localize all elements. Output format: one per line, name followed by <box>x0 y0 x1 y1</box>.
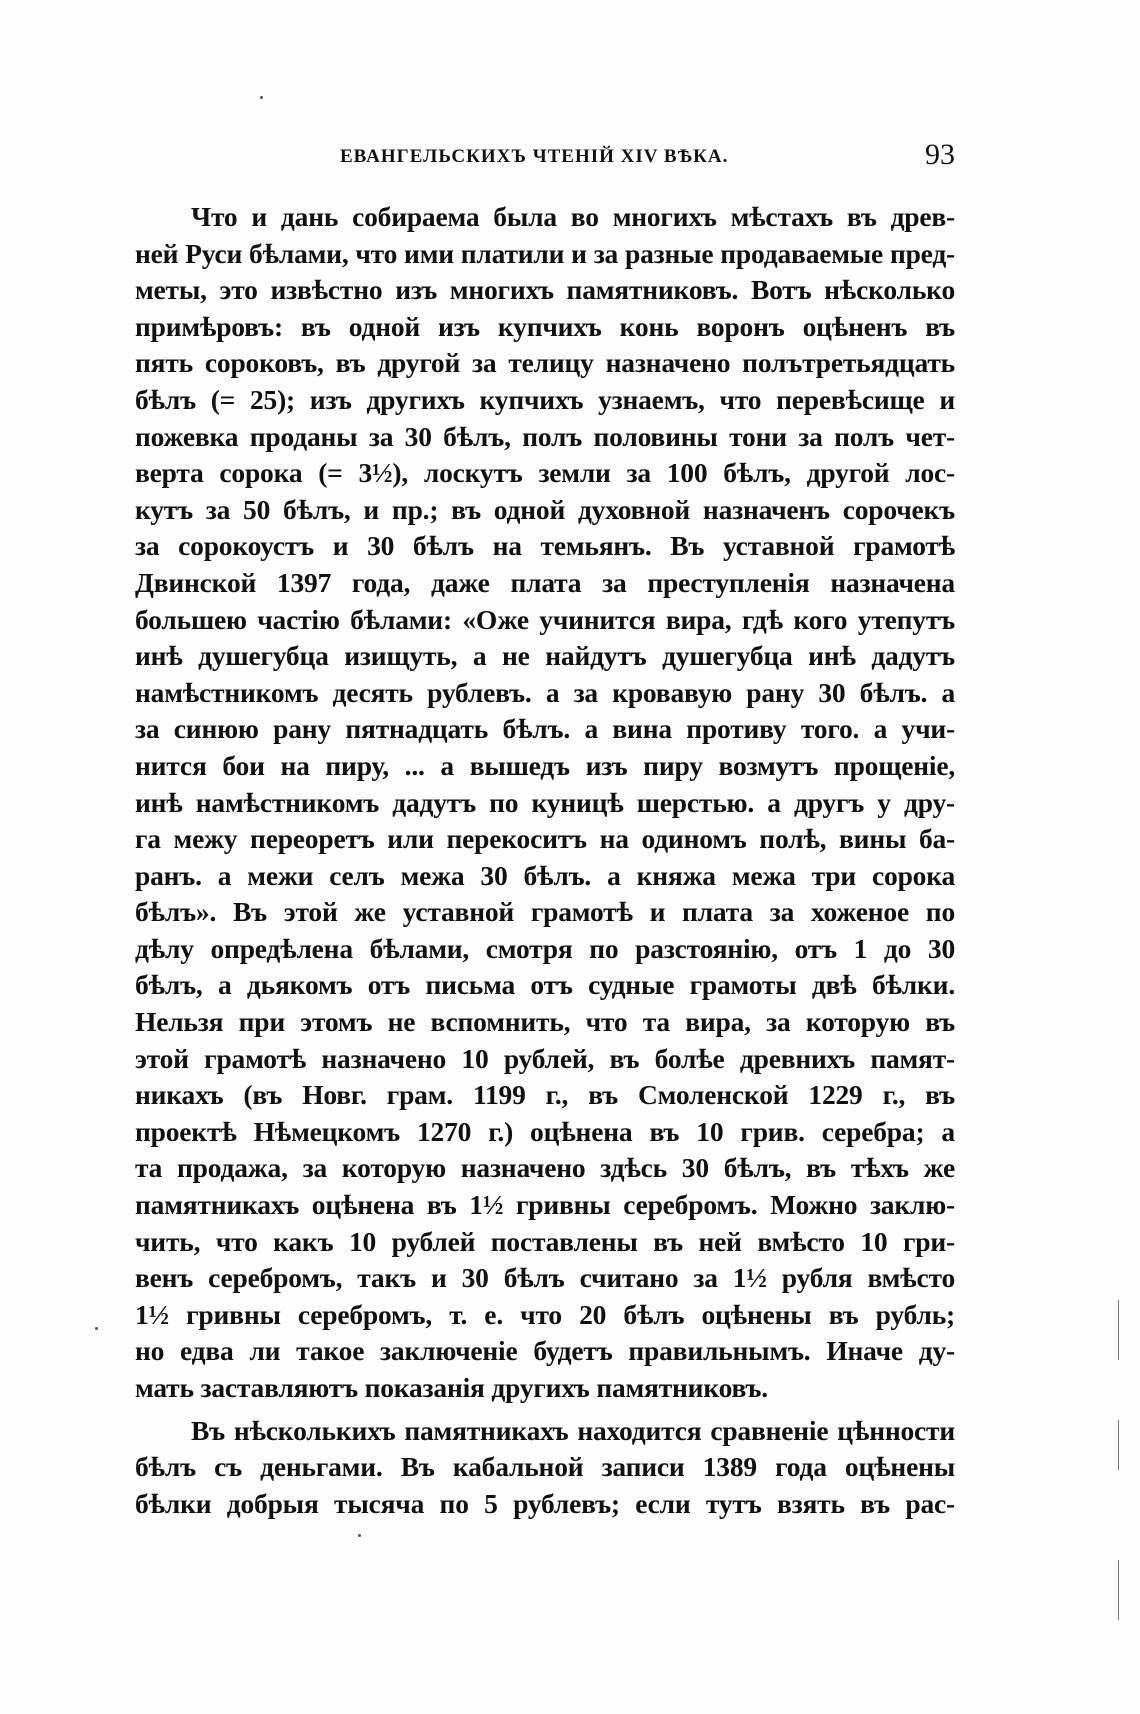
text-line: нится бои на пиру, ... а вышедъ изъ пиру возмутъ прощеніе, <box>135 749 955 781</box>
text-line: пять сороковъ, въ другой за телицу назначено полътретьядцать <box>135 347 955 379</box>
text-line: га межу переоретъ или перекоситъ на одиномъ полѣ, вины ба- <box>135 823 955 855</box>
text-line: пожевка проданы за 30 бѣлъ, полъ половины тони за полъ чет- <box>135 420 955 452</box>
paragraph <box>135 1413 955 1523</box>
text-line: та продажа, за которую назначено здѣсь 30 бѣлъ, въ тѣхъ же <box>135 1152 955 1184</box>
text-line: проектѣ Нѣмецкомъ 1270 г.) оцѣнена въ 10 грив. серебра; а <box>135 1115 955 1147</box>
text-line: чить, что какъ 10 рублей поставлены въ ней вмѣсто 10 гри- <box>135 1225 955 1257</box>
text-line: бѣлъ (= 25); изъ другихъ купчихъ узнаемъ, что перевѣсище и <box>135 383 955 415</box>
page-edge-mark <box>1118 1300 1119 1360</box>
text-line: но едва ли такое заключеніе будетъ правильнымъ. Иначе ду- <box>135 1335 955 1367</box>
text-line: ней Руси бѣлами, что ими платили и за разные продаваемые пред- <box>135 237 955 269</box>
text-line: инѣ намѣстникомъ дадутъ по куницѣ шерстью. а другъ у дру- <box>135 786 955 818</box>
page-edge-mark <box>1118 1560 1119 1620</box>
text-line: венъ серебромъ, такъ и 30 бѣлъ считано за 1½ рубля вмѣсто <box>135 1262 955 1294</box>
text-line: бѣлъ съ деньгами. Въ кабальной записи 1389 года оцѣнены <box>135 1451 955 1483</box>
text-line: этой грамотѣ назначено 10 рублей, въ болѣе древнихъ памят- <box>135 1042 955 1074</box>
text-line: Нельзя при этомъ не вспомнить, что та вира, за которую въ <box>135 1006 955 1038</box>
text-line: бѣлъ, а дьякомъ отъ письма отъ судные грамоты двѣ бѣлки. <box>135 969 955 1001</box>
scan-speck <box>95 1327 98 1330</box>
page-number: 93 <box>925 138 955 171</box>
text-line: намѣстникомъ десять рублевъ. а за кровавую рану 30 бѣлъ. а <box>135 676 955 708</box>
text-line: мать заставляютъ показанія другихъ памятниковъ. <box>135 1372 768 1403</box>
text-line: инѣ душегубца изищуть, а не найдутъ душегубца инѣ дадутъ <box>135 640 955 672</box>
text-line: большею частію бѣлами: «Оже учинится вира, гдѣ кого утепутъ <box>135 603 955 635</box>
scan-speck <box>358 1534 361 1537</box>
text-line: памятникахъ оцѣнена въ 1½ гривны серебромъ. Можно заклю- <box>135 1189 955 1221</box>
running-head: ЕВАНГЕЛЬСКИХЪ ЧТЕНІЙ XIV ВѢКА. <box>340 146 729 167</box>
page-edge-mark <box>1118 1420 1119 1470</box>
text-line: верта сорока (= 3½), лоскутъ земли за 100 бѣлъ, другой лос- <box>135 457 955 489</box>
text-line: никахъ (въ Новг. грам. 1199 г., въ Смоленской 1229 г., въ <box>135 1079 955 1111</box>
text-line: Что и дань собираема была во многихъ мѣстахъ въ древ- <box>191 201 955 232</box>
scan-speck <box>260 96 263 99</box>
text-line: меты, это извѣстно изъ многихъ памятниковъ. Вотъ нѣсколько <box>135 274 955 306</box>
text-line: Въ нѣсколькихъ памятникахъ находится сравненіе цѣнности <box>191 1414 955 1446</box>
text-line: за синюю рану пятнадцать бѣлъ. а вина противу того. а учи- <box>135 713 955 745</box>
text-line: за сорокоустъ и 30 бѣлъ на темьянъ. Въ уставной грамотѣ <box>135 530 955 562</box>
text-line: кутъ за 50 бѣлъ, и пр.; въ одной духовной назначенъ сорочекъ <box>135 493 955 525</box>
text-line: ранъ. а межи селъ межа 30 бѣлъ. а княжа межа три сорока <box>135 859 955 891</box>
page-header <box>135 140 955 180</box>
text-line: дѣлу опредѣлена бѣлами, смотря по разстоянію, отъ 1 до 30 <box>135 932 955 964</box>
body-text <box>135 199 955 1522</box>
text-line: бѣлъ». Въ этой же уставной грамотѣ и плата за хоженое по <box>135 896 955 928</box>
text-line: 1½ гривны серебромъ, т. е. что 20 бѣлъ оцѣнены въ рубль; <box>135 1298 955 1330</box>
text-line: примѣровъ: въ одной изъ купчихъ конь воронъ оцѣненъ въ <box>135 310 955 342</box>
paragraph <box>135 199 955 1407</box>
text-line: бѣлки добрыя тысяча по 5 рублевъ; если тутъ взять въ рас- <box>135 1487 955 1519</box>
text-line: Двинской 1397 года, даже плата за преступленія назначена <box>135 566 955 598</box>
